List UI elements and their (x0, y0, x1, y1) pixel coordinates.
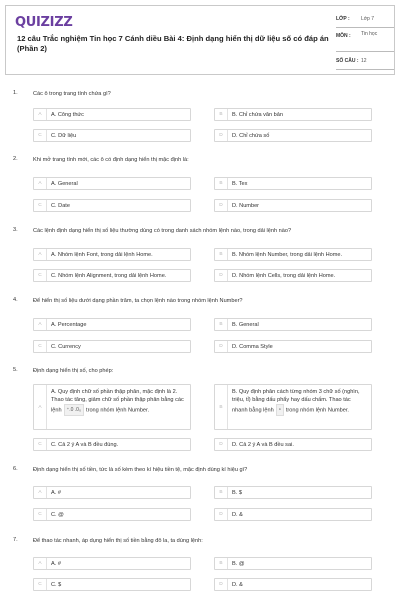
subject-value: Tin học (361, 31, 378, 37)
option-a[interactable] (33, 108, 191, 121)
option-letter: A (34, 249, 47, 260)
option-a[interactable] (33, 177, 191, 190)
option-letter: A (34, 109, 47, 120)
option-letter: C (34, 579, 47, 590)
option-text: C. Currency (51, 344, 81, 350)
option-c[interactable] (33, 199, 191, 212)
count-label: SỐ CÂU : (336, 58, 359, 64)
comma-style-icon: ⁹ (276, 404, 284, 416)
option-text: C. Nhóm lệnh Alignment, trong dải lệnh Home. (51, 273, 167, 279)
option-a[interactable] (33, 486, 191, 499)
option-letter: C (34, 270, 47, 281)
divider (336, 27, 394, 28)
option-letter: D (215, 130, 228, 141)
option-a[interactable] (33, 318, 191, 331)
question-text: Khi mở trang tính mới, các ô có định dạng hiển thị mặc định là: (33, 157, 189, 163)
option-c[interactable] (33, 578, 191, 591)
option-c[interactable] (33, 508, 191, 521)
option-letter: C (34, 200, 47, 211)
option-text: D. Number (232, 203, 260, 209)
option-text: C. Date (51, 203, 70, 209)
option-text: D. Chỉ chứa số (232, 133, 270, 139)
count-value: 12 (361, 58, 367, 64)
decimal-increase-decrease-icon: ⁺.0 .0₀ (64, 404, 84, 416)
option-text: B. General (232, 322, 259, 328)
option-text: D. & (232, 582, 243, 588)
option-text: B. @ (232, 561, 245, 567)
option-c[interactable] (33, 269, 191, 282)
option-letter: C (34, 509, 47, 520)
quiz-header (5, 5, 395, 75)
option-b[interactable] (214, 486, 372, 499)
option-text: C. @ (51, 512, 64, 518)
option-a[interactable] (33, 248, 191, 261)
option-c[interactable] (33, 340, 191, 353)
option-text: C. Dữ liệu (51, 133, 77, 139)
question-text: Định dạng hiển thị số, cho phép: (33, 368, 114, 374)
option-text: D. Cả 2 ý A và B đều sai. (232, 442, 294, 448)
option-letter: A (34, 319, 47, 330)
option-d[interactable] (214, 340, 372, 353)
question-text: Định dạng hiển thị số tiền, tức là số kèm theo kí hiệu tiền tệ, mặc định dùng kí hiệu gì? (33, 467, 248, 473)
option-text: A. # (51, 490, 61, 496)
option-b[interactable] (214, 557, 372, 570)
quizizz-logo[interactable]: QUIZIZZ (15, 15, 73, 30)
option-letter: B (215, 249, 228, 260)
option-letter: B (215, 319, 228, 330)
option-letter: D (215, 509, 228, 520)
option-letter: B (215, 385, 228, 429)
option-a[interactable] (33, 557, 191, 570)
option-text: C. $ (51, 582, 62, 588)
option-d[interactable] (214, 269, 372, 282)
question-text: Để hiển thị số liệu dưới dạng phần trăm, ta chọn lệnh nào trong nhóm lệnh Number? (33, 298, 243, 304)
option-letter: B (215, 109, 228, 120)
option-letter: B (215, 558, 228, 569)
option-d[interactable] (214, 199, 372, 212)
option-b[interactable] (214, 248, 372, 261)
option-text: B. Tex (232, 181, 248, 187)
option-letter: D (215, 439, 228, 450)
divider (336, 69, 394, 70)
option-d[interactable] (214, 578, 372, 591)
question-number: 1. (13, 90, 18, 96)
question-number: 7. (13, 537, 18, 543)
option-text: A. Quy định chữ số phần thập phân, mặc định là 2. Thao tác tăng, giảm chữ số phần thập phân bằng các lệnh ⁺.0 .0₀ trong nhóm lệnh Number. (51, 388, 186, 416)
question-text: Để thao tác nhanh, áp dụng hiển thị số tiền bằng đô la, ta dùng lệnh: (33, 538, 203, 544)
option-d[interactable] (214, 438, 372, 451)
option-b[interactable] (214, 177, 372, 190)
option-letter: C (34, 341, 47, 352)
question-number: 4. (13, 297, 18, 303)
option-letter: B (215, 178, 228, 189)
option-text: B. $ (232, 490, 242, 496)
option-c[interactable] (33, 129, 191, 142)
option-letter: D (215, 200, 228, 211)
option-c[interactable] (33, 438, 191, 451)
option-letter: D (215, 579, 228, 590)
option-b[interactable] (214, 108, 372, 121)
option-letter: D (215, 341, 228, 352)
option-text: B. Nhóm lệnh Number, trong dải lệnh Home. (232, 252, 343, 258)
question-text: Các ô trong trang tính chứa gì? (33, 91, 111, 97)
option-d[interactable] (214, 508, 372, 521)
question-number: 6. (13, 466, 18, 472)
option-text: A. General (51, 181, 78, 187)
option-text: D. Comma Style (232, 344, 273, 350)
option-letter: A (34, 487, 47, 498)
subject-label: MÔN : (336, 33, 351, 39)
option-letter: A (34, 385, 47, 429)
option-text: A. Nhóm lệnh Font, trong dải lệnh Home. (51, 252, 153, 258)
question-number: 3. (13, 227, 18, 233)
option-text: D. & (232, 512, 243, 518)
option-text: B. Quy định phân cách từng nhóm 3 chữ số (nghìn, triệu, tỉ) bằng dấu phẩy hay dấu chấm. Thao tác nhanh bằng lệnh ⁹ trong nhóm lệnh Number. (232, 388, 367, 416)
option-text: A. Percentage (51, 322, 87, 328)
option-letter: D (215, 270, 228, 281)
option-text: C. Cả 2 ý A và B đều đúng. (51, 442, 119, 448)
question-text: Các lệnh định dạng hiển thị số liệu thường dùng có trong danh sách nhóm lệnh nào, trong dải lệnh nào? (33, 228, 292, 234)
option-b[interactable] (214, 318, 372, 331)
question-number: 2. (13, 156, 18, 162)
option-letter: A (34, 178, 47, 189)
option-text: B. Chỉ chứa văn bản (232, 112, 284, 118)
page-title: 12 câu Trắc nghiệm Tin học 7 Cánh diều Bài 4: Định dạng hiển thị dữ liệu số có đáp án (Phần 2) (17, 34, 329, 53)
class-label: LỚP : (336, 16, 350, 22)
option-letter: C (34, 130, 47, 141)
option-a[interactable] (33, 384, 191, 430)
question-number: 5. (13, 367, 18, 373)
option-letter: C (34, 439, 47, 450)
option-b[interactable] (214, 384, 372, 430)
option-text: A. # (51, 561, 61, 567)
option-text: D. Nhóm lệnh Cells, trong dải lệnh Home. (232, 273, 336, 279)
option-letter: A (34, 558, 47, 569)
class-value: Lớp 7 (361, 16, 375, 22)
option-letter: B (215, 487, 228, 498)
option-text: A. Công thức (51, 112, 84, 118)
divider (336, 51, 394, 52)
option-d[interactable] (214, 129, 372, 142)
